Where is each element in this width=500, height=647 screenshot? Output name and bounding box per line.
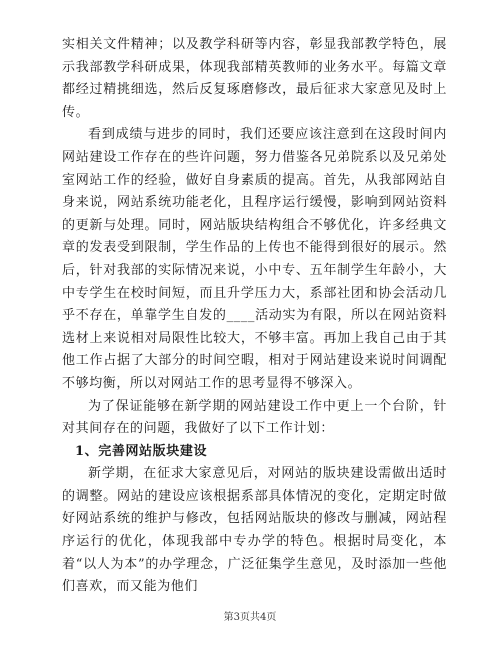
paragraph-continued: 实相关文件精神；以及教学科研等内容，彰显我部教学特色，展示我部教学科研成果，体现我部精英教师的业务水平。每篇文章都经过精挑细选，然后反复琢磨修改，最后征求大家意见及时上传。 — [62, 37, 447, 120]
paragraph-new-term: 新学期，在征求大家意见后，对网站的版块建设需做出适时的调整。网站的建设应该根据系部具体情况的变化，定期定时做好网站系统的维护与修改，包括网站版块的修改与删减，网站程序运行的优化，体现我部中专办学的特色。根据时局变化，本着“以人为本”的办学理念，广泛征集学生意见，及时添加一些他们喜欢，而又能为他们 — [62, 466, 447, 595]
section-heading: 1、完善网站版块建设 — [75, 443, 208, 459]
paragraph-problems: 看到成绩与进步的同时，我们还要应该注意到在这段时间内网站建设工作存在的些许问题，努力借鉴各兄弟院系以及兄弟处室网站工作的经验，做好自身素质的提高。首先，从我部网站自身来说，网站系统功能老化，且程序运行缓慢，影响到网站资料的更新与处理。同时，网站版块结构组合不够优化，许多经典文章的发表受到限制，学生作品的上传也不能得到很好的展示。然后，针对我部的实际情况来说，小中专、五年制学生年龄小，大中专学生在校时间短，而且升学压力大，系部社团和协会活动几乎不存在，单靠学生自发的____活动实为有限，所以在网站资料选材上来说相对局限性比较大，不够丰富。再加上我自己由于其他工作占据了大部分的时间空暇，相对于网站建设来说时间调配不够均衡，所以对网站工作的思考显得不够深入。 — [62, 127, 447, 391]
page-number-footer: 第3页共4页 — [223, 612, 277, 623]
document-body — [62, 34, 447, 599]
paragraph-plan-intro: 为了保证能够在新学期的网站建设工作中更上一个台阶，针对其间存在的问题，我做好了以下工作计划： — [62, 398, 447, 437]
